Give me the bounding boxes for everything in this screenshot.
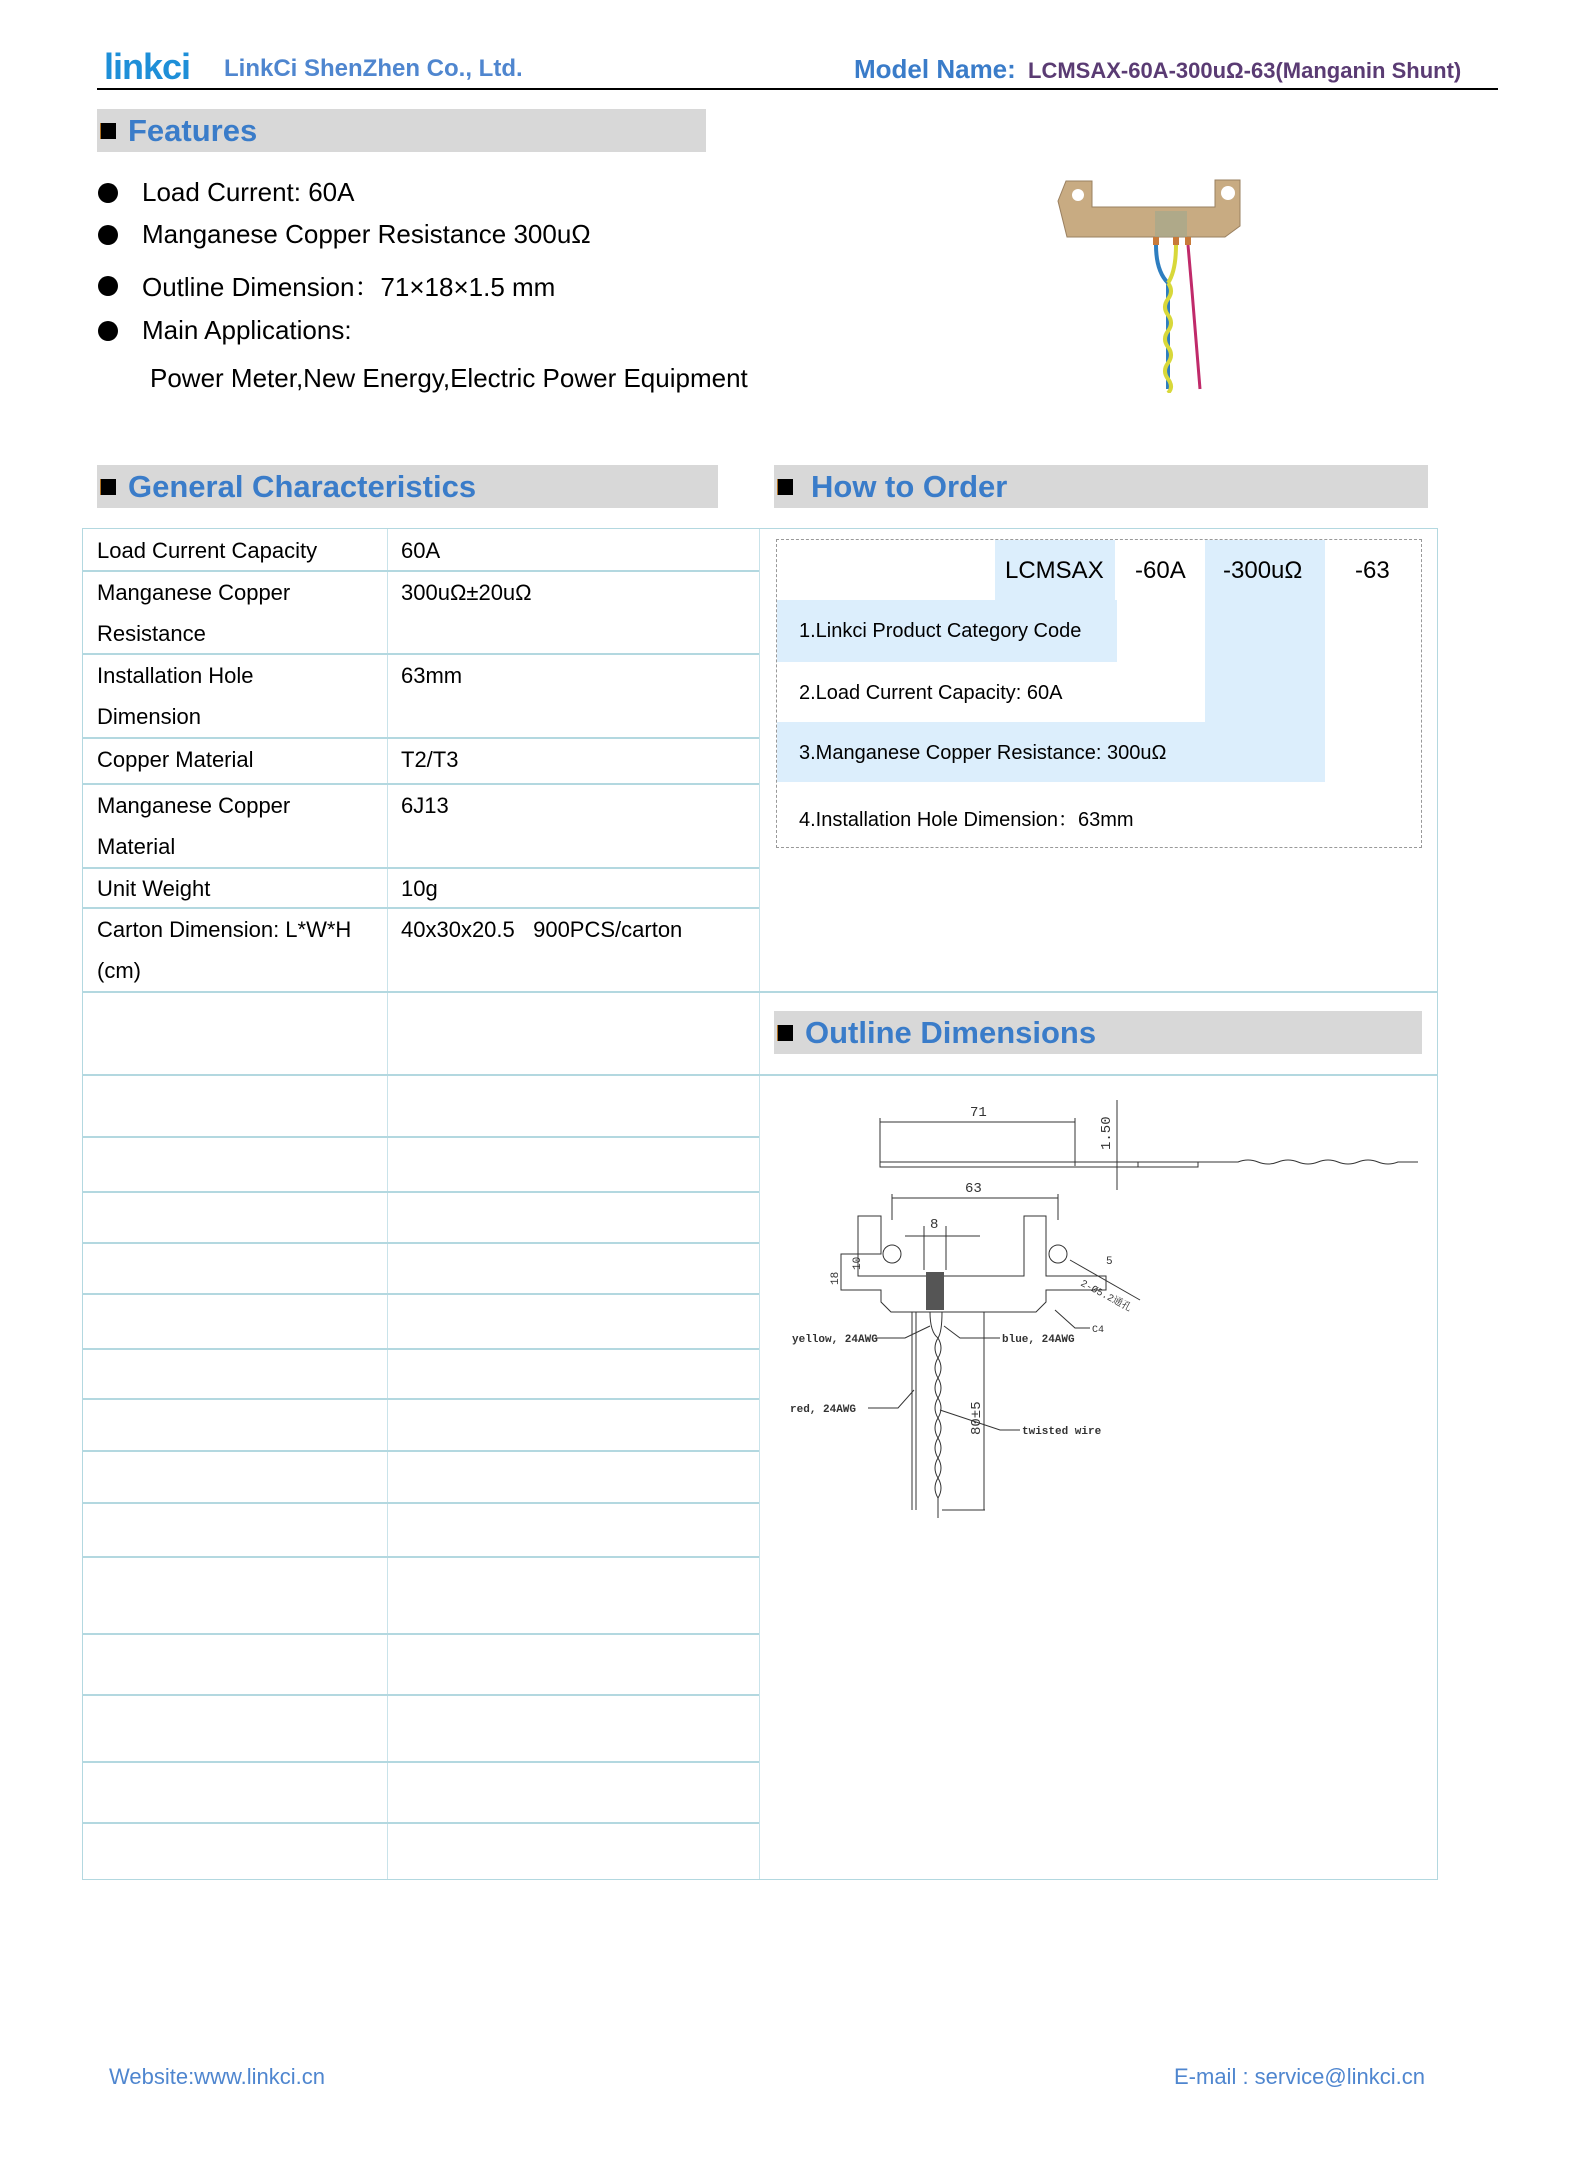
- order-item: 4.Installation Hole Dimension：63mm: [799, 809, 1134, 831]
- dim-hole-pitch: 63: [965, 1181, 982, 1197]
- code-series: LCMSAX: [1005, 557, 1104, 584]
- row-label: Unit Weight: [97, 876, 211, 901]
- square-bullet-icon: [777, 479, 793, 495]
- square-bullet-icon: [100, 123, 116, 139]
- row-value: 10g: [401, 876, 438, 901]
- order-item: 3.Manganese Copper Resistance: 300uΩ: [799, 742, 1167, 764]
- row-divider: [83, 1450, 759, 1452]
- row-value: 63mm: [401, 663, 463, 688]
- applications-text: Power Meter,New Energy,Electric Power Equipment: [150, 363, 748, 393]
- row-divider: [83, 1191, 759, 1193]
- feature-item: [98, 315, 352, 346]
- row-divider: [83, 1694, 759, 1696]
- row-value: T2/T3: [401, 747, 459, 772]
- dim-chamfer: C4: [1092, 1325, 1105, 1336]
- how-to-order-title: How to Order: [811, 468, 1008, 504]
- square-bullet-icon: [777, 1025, 793, 1041]
- outline-drawing: [780, 1090, 1420, 1520]
- company-name: LinkCi ShenZhen Co., Ltd.: [224, 55, 523, 82]
- row-divider: [83, 1136, 759, 1138]
- row-divider: [83, 1502, 759, 1504]
- order-item: 2.Load Current Capacity: 60A: [799, 682, 1063, 704]
- header-divider: [97, 88, 1498, 90]
- square-bullet-icon: [100, 479, 116, 495]
- row-label: Load Current Capacity: [97, 538, 318, 563]
- label-yellow-wire: yellow, 24AWG: [792, 1334, 878, 1346]
- feature-item: [98, 177, 354, 208]
- outline-dimensions-title: Outline Dimensions: [805, 1014, 1097, 1050]
- dim-height: 18: [830, 1271, 842, 1285]
- bullet-icon: [98, 321, 118, 341]
- dim-tab-height: 10: [852, 1256, 864, 1270]
- row-divider: [83, 1822, 759, 1824]
- row-divider: [83, 1633, 759, 1635]
- footer-email[interactable]: E-mail : service@linkci.cn: [1174, 2064, 1425, 2089]
- code-current: -60A: [1135, 557, 1186, 584]
- row-divider: [83, 1242, 759, 1244]
- row-divider: [83, 1761, 759, 1763]
- feature-text: Load Current: 60A: [142, 177, 355, 207]
- bullet-icon: [98, 225, 118, 245]
- row-divider: [83, 1074, 1437, 1076]
- how-to-order-header: [774, 465, 1428, 508]
- label-blue-wire: blue, 24AWG: [1002, 1334, 1075, 1346]
- feature-text: Main Applications:: [142, 315, 352, 345]
- feature-text: Manganese Copper Resistance 300uΩ: [142, 219, 591, 249]
- feature-item: [98, 219, 591, 250]
- product-photo: [1040, 171, 1290, 393]
- label-twisted-wire: twisted wire: [1022, 1426, 1102, 1438]
- order-code-box: [776, 539, 1422, 848]
- row-value: 60A: [401, 538, 441, 563]
- bullet-icon: [98, 276, 118, 296]
- row-value: 300uΩ±20uΩ: [401, 580, 532, 605]
- code-hole: -63: [1355, 557, 1390, 584]
- feature-text: Outline Dimension：71×18×1.5 mm: [142, 272, 556, 302]
- bullet-icon: [98, 183, 118, 203]
- dim-hole-width: 8: [930, 1217, 939, 1233]
- column-divider: [759, 529, 760, 1879]
- footer-website[interactable]: Website:www.linkci.cn: [109, 2064, 325, 2089]
- label-red-wire: red, 24AWG: [790, 1404, 857, 1416]
- dim-length: 71: [970, 1105, 987, 1121]
- features-section-header: [97, 109, 706, 152]
- order-item: 1.Linkci Product Category Code: [799, 620, 1082, 642]
- dim-holes: 2-Ø5.2通孔: [1078, 1278, 1133, 1315]
- dim-tab-width: 5: [1106, 1256, 1113, 1268]
- row-label: Manganese Copper Resistance: [97, 580, 291, 646]
- model-name-value: LCMSAX-60A-300uΩ-63(Manganin Shunt): [1028, 58, 1462, 83]
- model-name-label: Model Name:: [854, 54, 1016, 84]
- row-value: 40x30x20.5 900PCS/carton: [401, 917, 683, 942]
- row-label: Installation Hole Dimension: [97, 663, 254, 729]
- column-divider: [387, 529, 388, 1879]
- code-resistance: -300uΩ: [1223, 557, 1303, 584]
- dim-thickness: 1.50: [1099, 1116, 1115, 1150]
- row-label: Copper Material: [97, 747, 254, 772]
- row-divider: [83, 1348, 759, 1350]
- row-divider: [83, 991, 1437, 993]
- row-label: Carton Dimension: L*W*H (cm): [97, 917, 352, 983]
- dim-wire-length: 80±5: [969, 1401, 985, 1435]
- row-label: Manganese Copper Material: [97, 793, 291, 859]
- row-value: 6J13: [401, 793, 449, 818]
- row-divider: [83, 1398, 759, 1400]
- general-characteristics-title: General Characteristics: [128, 468, 477, 504]
- brand-logo: linkci: [104, 46, 191, 87]
- feature-item: [98, 267, 555, 304]
- row-divider: [83, 1556, 759, 1558]
- general-characteristics-header: [97, 465, 718, 508]
- row-divider: [83, 1293, 759, 1295]
- outline-dimensions-header: [774, 1011, 1422, 1054]
- features-title: Features: [128, 112, 258, 148]
